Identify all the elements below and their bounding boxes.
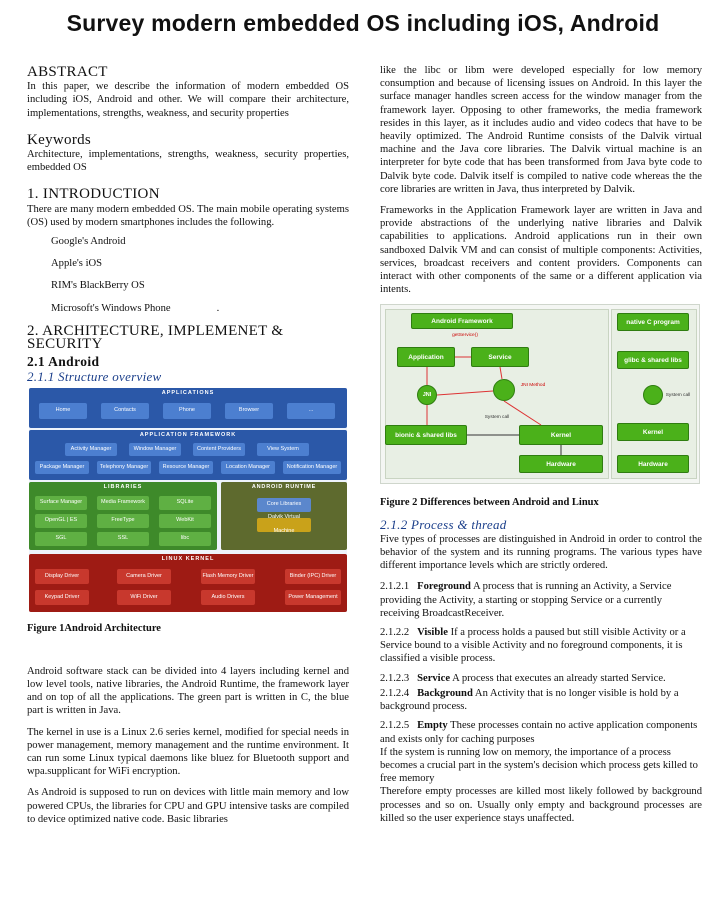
- section212-heading: 2.1.2 Process & thread: [380, 516, 507, 532]
- trailing-dot: .: [216, 302, 220, 314]
- app-phone: Phone: [163, 403, 211, 419]
- rt-dalvik-vm: Dalvik Virtual Machine: [257, 518, 311, 532]
- k-flash-driver: Flash Memory Driver: [201, 569, 255, 584]
- applications-label: APPLICATIONS: [161, 390, 215, 397]
- right-paragraph: like the libc or libm were developed especially for low memory consumption and because of licensing issues on Android. In this layer the surface manager handles screen access for the window manager from the framework layer. Opposing to other frameworks, the media framework resides in this layer, as it includes audio and video codecs that have to be heavily optimized. The Android Runtime consists of the Dalvik virtual machine and the Java core libraries. The Dalvik virtual machine is an interpreter for byte code that has been transformed from Java byte code to Dalvik byte code. Dalvik itself is compiled to native code whereas the the core libraries are written in Java, thus interpreted by Dalvik.: [380, 65, 702, 195]
- abstract-text: In this paper, we describe the information of modern embedded OS including iOS, Android and other. We will compare their architecture, implementations, strengths, weakness, and security properties: [27, 81, 349, 119]
- keywords-text: Architecture, implementations, strengths, weakness, security properties, embedded OS: [27, 149, 349, 174]
- section21-heading: 2.1 Android: [27, 354, 100, 370]
- fw-location-manager: Location Manager: [221, 461, 275, 474]
- hardware-right-box: Hardware: [617, 455, 689, 473]
- libraries-label: LIBRARIES: [103, 484, 143, 491]
- intro-heading: 1. INTRODUCTION: [27, 186, 160, 203]
- right-paragraph: Frameworks in the Application Framework layer are written in Java and provide abstractions of the underlying native libraries and Dalvik capabilities to applications. Android applications run in their own sandboxed Dalvik VM and can consist of multiple components: Activities, services, broadcast receivers and content providers. Components can interact with other components of the same or a different application via intents.: [380, 205, 702, 296]
- process-type: 2.1.2.5 Empty These processes contain no active application components and exists only for caching purposes: [380, 720, 698, 745]
- left-column: [27, 64, 349, 834]
- paper-title: Survey modern embedded OS including iOS, Android: [66, 10, 660, 36]
- os-list: [51, 235, 349, 315]
- kernel-label: LINUX KERNEL: [161, 556, 215, 563]
- list-item: Apple's iOS: [51, 258, 103, 270]
- process-type: 2.1.2.4 Background An Activity that is no longer visible is hold by a background process.: [380, 687, 679, 713]
- k-display-driver: Display Driver: [35, 569, 89, 584]
- k-binder-driver: Binder (IPC) Driver: [285, 569, 341, 584]
- framework-label: APPLICATION FRAMEWORK: [139, 432, 237, 439]
- process-note: If the system is running low on memory, the importance of a process becomes a crucial part in the system's decision which process gets killed to free memory: [380, 746, 698, 785]
- abstract-heading: ABSTRACT: [27, 64, 108, 80]
- system-call-right-label: System call: [665, 392, 691, 398]
- getservice-label: getService(): [452, 332, 478, 338]
- lib-media-framework: Media Framework: [97, 496, 149, 510]
- glibc-box: glibc & shared libs: [617, 351, 689, 369]
- process-type: 2.1.2.3 Service A process that executes an already started Service.: [380, 672, 666, 684]
- jni-circle: JNI: [417, 385, 437, 405]
- lib-freetype: FreeType: [97, 514, 149, 528]
- k-audio-drivers: Audio Drivers: [201, 590, 255, 605]
- android-architecture-figure: [29, 388, 347, 612]
- k-camera-driver: Camera Driver: [117, 569, 171, 584]
- list-item: RIM's BlackBerry OS: [51, 280, 145, 292]
- fw-activity-manager: Activity Manager: [65, 443, 117, 456]
- section211-heading: 2.1.1 Structure overview: [27, 369, 162, 385]
- fw-content-providers: Content Providers: [193, 443, 245, 456]
- app-browser: Browser: [225, 403, 273, 419]
- list-item: Microsoft's Windows Phone .: [51, 302, 220, 314]
- lib-sqlite: SQLite: [159, 496, 211, 510]
- fw-window-manager: Window Manager: [129, 443, 181, 456]
- lib-surface-manager: Surface Manager: [35, 496, 87, 510]
- kernel-right-box: Kernel: [617, 423, 689, 441]
- left-paragraph: Android software stack can be divided into 4 layers including kernel and low level tools, native libraries, the Android Runtime, the framework layer and on top of all the applications. The green part is written in C, the blue part is written in Java.: [27, 665, 349, 717]
- fw-telephony-manager: Telephony Manager: [97, 461, 151, 474]
- figure1-caption: Figure 1Android Architecture: [27, 622, 161, 634]
- left-paragraph: As Android is supposed to run on devices with little main memory and low powered CPUs, the libraries for CPU and GPU intensive tasks are compiled to device optimized native code. Basic libraries: [27, 787, 349, 825]
- list-item: Google's Android: [51, 236, 126, 248]
- system-call-label: System call: [484, 414, 510, 420]
- keywords-heading: Keywords: [27, 131, 92, 148]
- figure2-arrows: [381, 305, 611, 483]
- application-box: Application: [397, 347, 455, 367]
- left-paragraph: The kernel in use is a Linux 2.6 series kernel, modified for special needs in power management, memory management and the runtime environment. It can run some Linux typical daemons like bluez for Bluetooth support and wpa.supplicant for WiFi encryption.: [27, 726, 349, 778]
- fw-view-system: View System: [257, 443, 309, 456]
- lib-webkit: WebKit: [159, 514, 211, 528]
- process-conclusion: Therefore empty processes are killed most likely followed by background processes and so on. Usually only empty and background processes are killed so the user experience stays unaffected.: [380, 786, 702, 824]
- lib-libc: libc: [159, 532, 211, 546]
- figure2-caption: Figure 2 Differences between Android and Linux: [380, 497, 599, 509]
- app-home: Home: [39, 403, 87, 419]
- process-intro: Five types of processes are distinguished in Android in order to control the behavior of the system and its running programs. The various types have different importance levels which are strictly ordered.: [380, 533, 702, 572]
- lib-opengl: OpenGL | ES: [35, 514, 87, 528]
- k-wifi-driver: WiFi Driver: [117, 590, 171, 605]
- android-framework-box: Android Framework: [411, 313, 513, 329]
- k-power-management: Power Management: [285, 590, 341, 605]
- app-more: ...: [287, 403, 335, 419]
- android-vs-linux-figure: [380, 304, 700, 484]
- kernel-box: Kernel: [519, 425, 603, 445]
- bionic-box: bionic & shared libs: [385, 425, 467, 445]
- k-keypad-driver: Keypad Driver: [35, 590, 89, 605]
- app-contacts: Contacts: [101, 403, 149, 419]
- fw-notification-manager: Notification Manager: [283, 461, 341, 474]
- process-type: 2.1.2.1 Foreground A process that is running an Activity, a Service providing the Activity, a starting or stopping Service or a currently receiving BroadcastReceiver.: [380, 581, 672, 619]
- native-c-program-box: native C program: [617, 313, 689, 331]
- process-type: 2.1.2.2 Visible If a process holds a paused but still visible Activity or a Service bound to a visible Activity and no foreground components, it is classified a visible process.: [380, 627, 686, 665]
- runtime-label: ANDROID RUNTIME: [251, 484, 317, 491]
- fw-package-manager: Package Manager: [35, 461, 89, 474]
- service-box: Service: [471, 347, 529, 367]
- lib-ssl: SSL: [97, 532, 149, 546]
- section2-heading: 2. ARCHITECTURE, IMPLEMENET & SECURITY: [27, 322, 284, 353]
- fw-resource-manager: Resource Manager: [159, 461, 213, 474]
- hardware-box: Hardware: [519, 455, 603, 473]
- lib-sgl: SGL: [35, 532, 87, 546]
- jni-method-label: JNI Method: [520, 382, 546, 388]
- right-column: [380, 64, 702, 833]
- intro-text: There are many modern embedded OS. The main mobile operating systems (OS) used by modern smartphones includes the following.: [27, 203, 349, 228]
- rt-core-libraries: Core Libraries: [257, 498, 311, 512]
